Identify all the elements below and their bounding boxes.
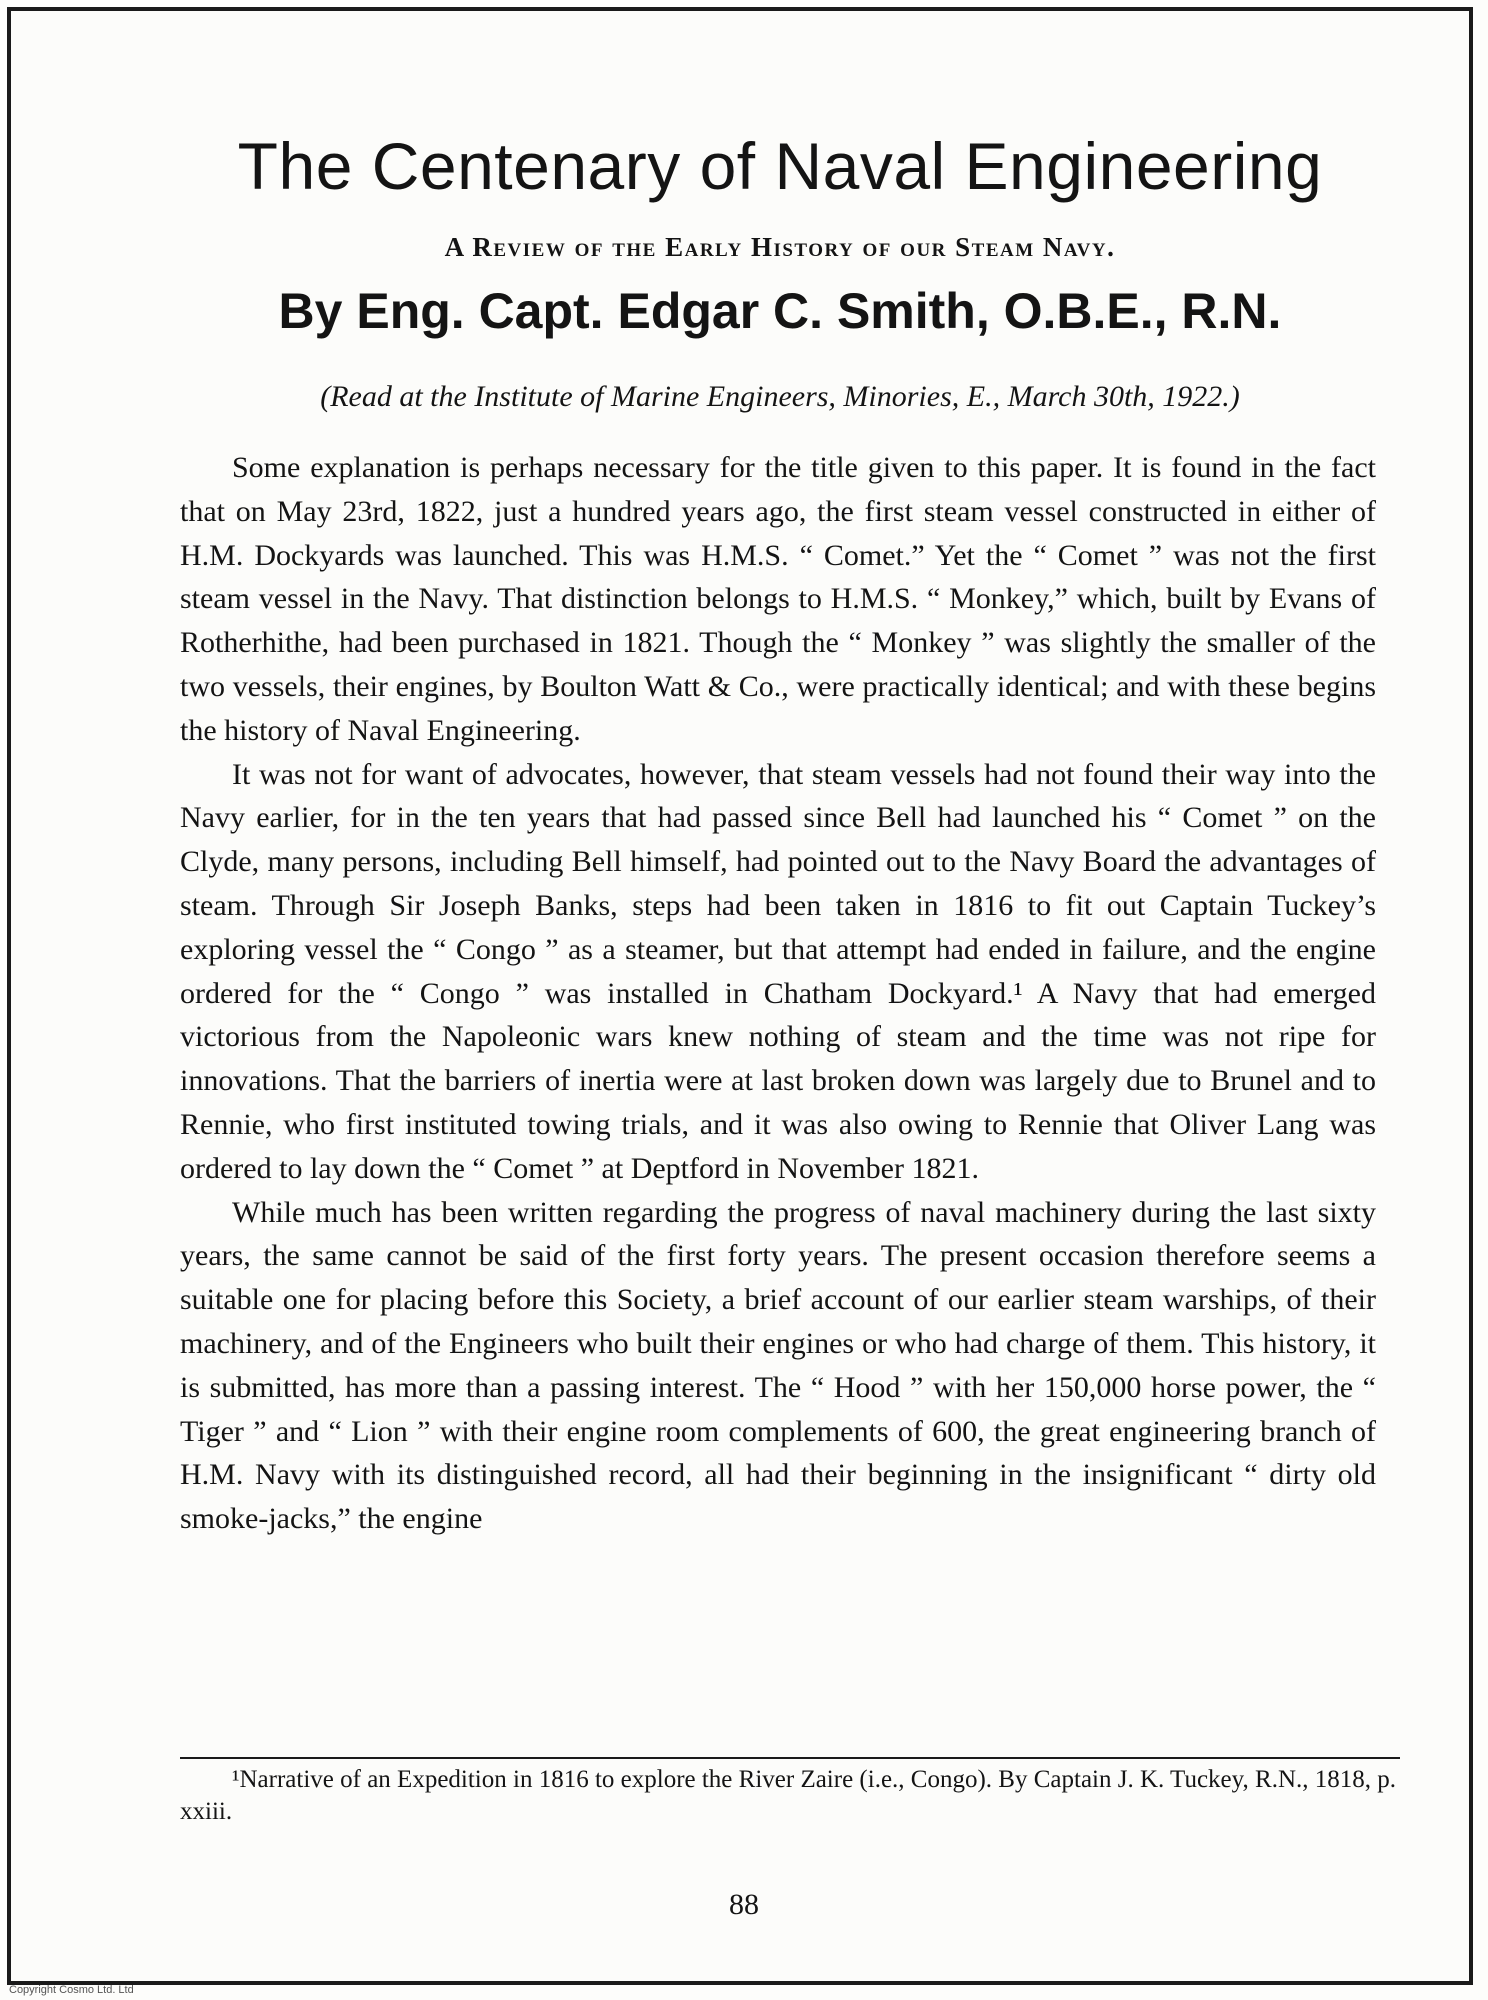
paragraph-1: Some explanation is perhaps necessary for the title given to this paper. It is found in the fact that on May 23rd, 1822, just a hundred years ago, the first steam vessel constructed in either of H.M. Dockyards was launched. This was H.M.S. “ Comet.” Yet the “ Comet ” was not the first steam vessel in the Navy. That distinction belongs to H.M.S. “ Monkey,” which, built by Evans of Rotherhithe, had been purchased in 1821. Though the “ Monkey ” was slightly the smaller of the two vessels, their engines, by Boulton Watt & Co., were practically identical; and with these begins the history of Naval Engineering. [180, 451, 1376, 747]
article-author: By Eng. Capt. Edgar C. Smith, O.B.E., R.N. [278, 283, 1282, 339]
body-text [180, 446, 1376, 1541]
footnote-divider [180, 1757, 1400, 1759]
paragraph-2: It was not for want of advocates, however, that steam vessels had not found their way into the Navy earlier, for in the ten years that had passed since Bell had launched his “ Comet ” on the Clyde, many persons, including Bell himself, had pointed out to the Navy Board the advantages of steam. Through Sir Joseph Banks, steps had been taken in 1816 to fit out Captain Tuckey’s exploring vessel the “ Congo ” as a steamer, but that attempt had ended in failure, and the engine ordered for the “ Congo ” was installed in Chatham Dockyard.¹ A Navy that had emerged victorious from the Napoleonic wars knew nothing of steam and the time was not ripe for innovations. That the barriers of inertia were at last broken down was largely due to Brunel and to Rennie, who first instituted towing trials, and it was also owing to Rennie that Oliver Lang was ordered to lay down the “ Comet ” at Deptford in November 1821. [180, 757, 1376, 1185]
paragraph-3: While much has been written regarding the progress of naval machinery during the last sixty years, the same cannot be said of the first forty years. The present occasion therefore seems a suitable one for placing before this Society, a brief account of our earlier steam warships, of their machinery, and of the Engineers who built their engines or who had charge of them. This history, it is submitted, has more than a passing interest. The “ Hood ” with her 150,000 horse power, the “ Tiger ” and “ Lion ” with their engine room complements of 600, the great engineering branch of H.M. Navy with its distinguished record, all had their beginning in the insignificant “ dirty old smoke-jacks,” the engine [180, 1195, 1376, 1536]
article-subtitle: A Review of the Early History of our Steam Navy. [444, 232, 1116, 262]
copyright-notice: Copyright Cosmo Ltd. Ltd [9, 1984, 134, 1996]
read-note: (Read at the Institute of Marine Engineers, Minories, E., March 30th, 1922.) [320, 380, 1240, 413]
article-title: The Centenary of Naval Engineering [237, 129, 1323, 203]
footnote: ¹Narrative of an Expedition in 1816 to explore the River Zaire (i.e., Congo). By Captain J. K. Tuckey, R.N., 1818, p. xxiii. [180, 1766, 1397, 1825]
page-number: 88 [729, 1888, 759, 1921]
